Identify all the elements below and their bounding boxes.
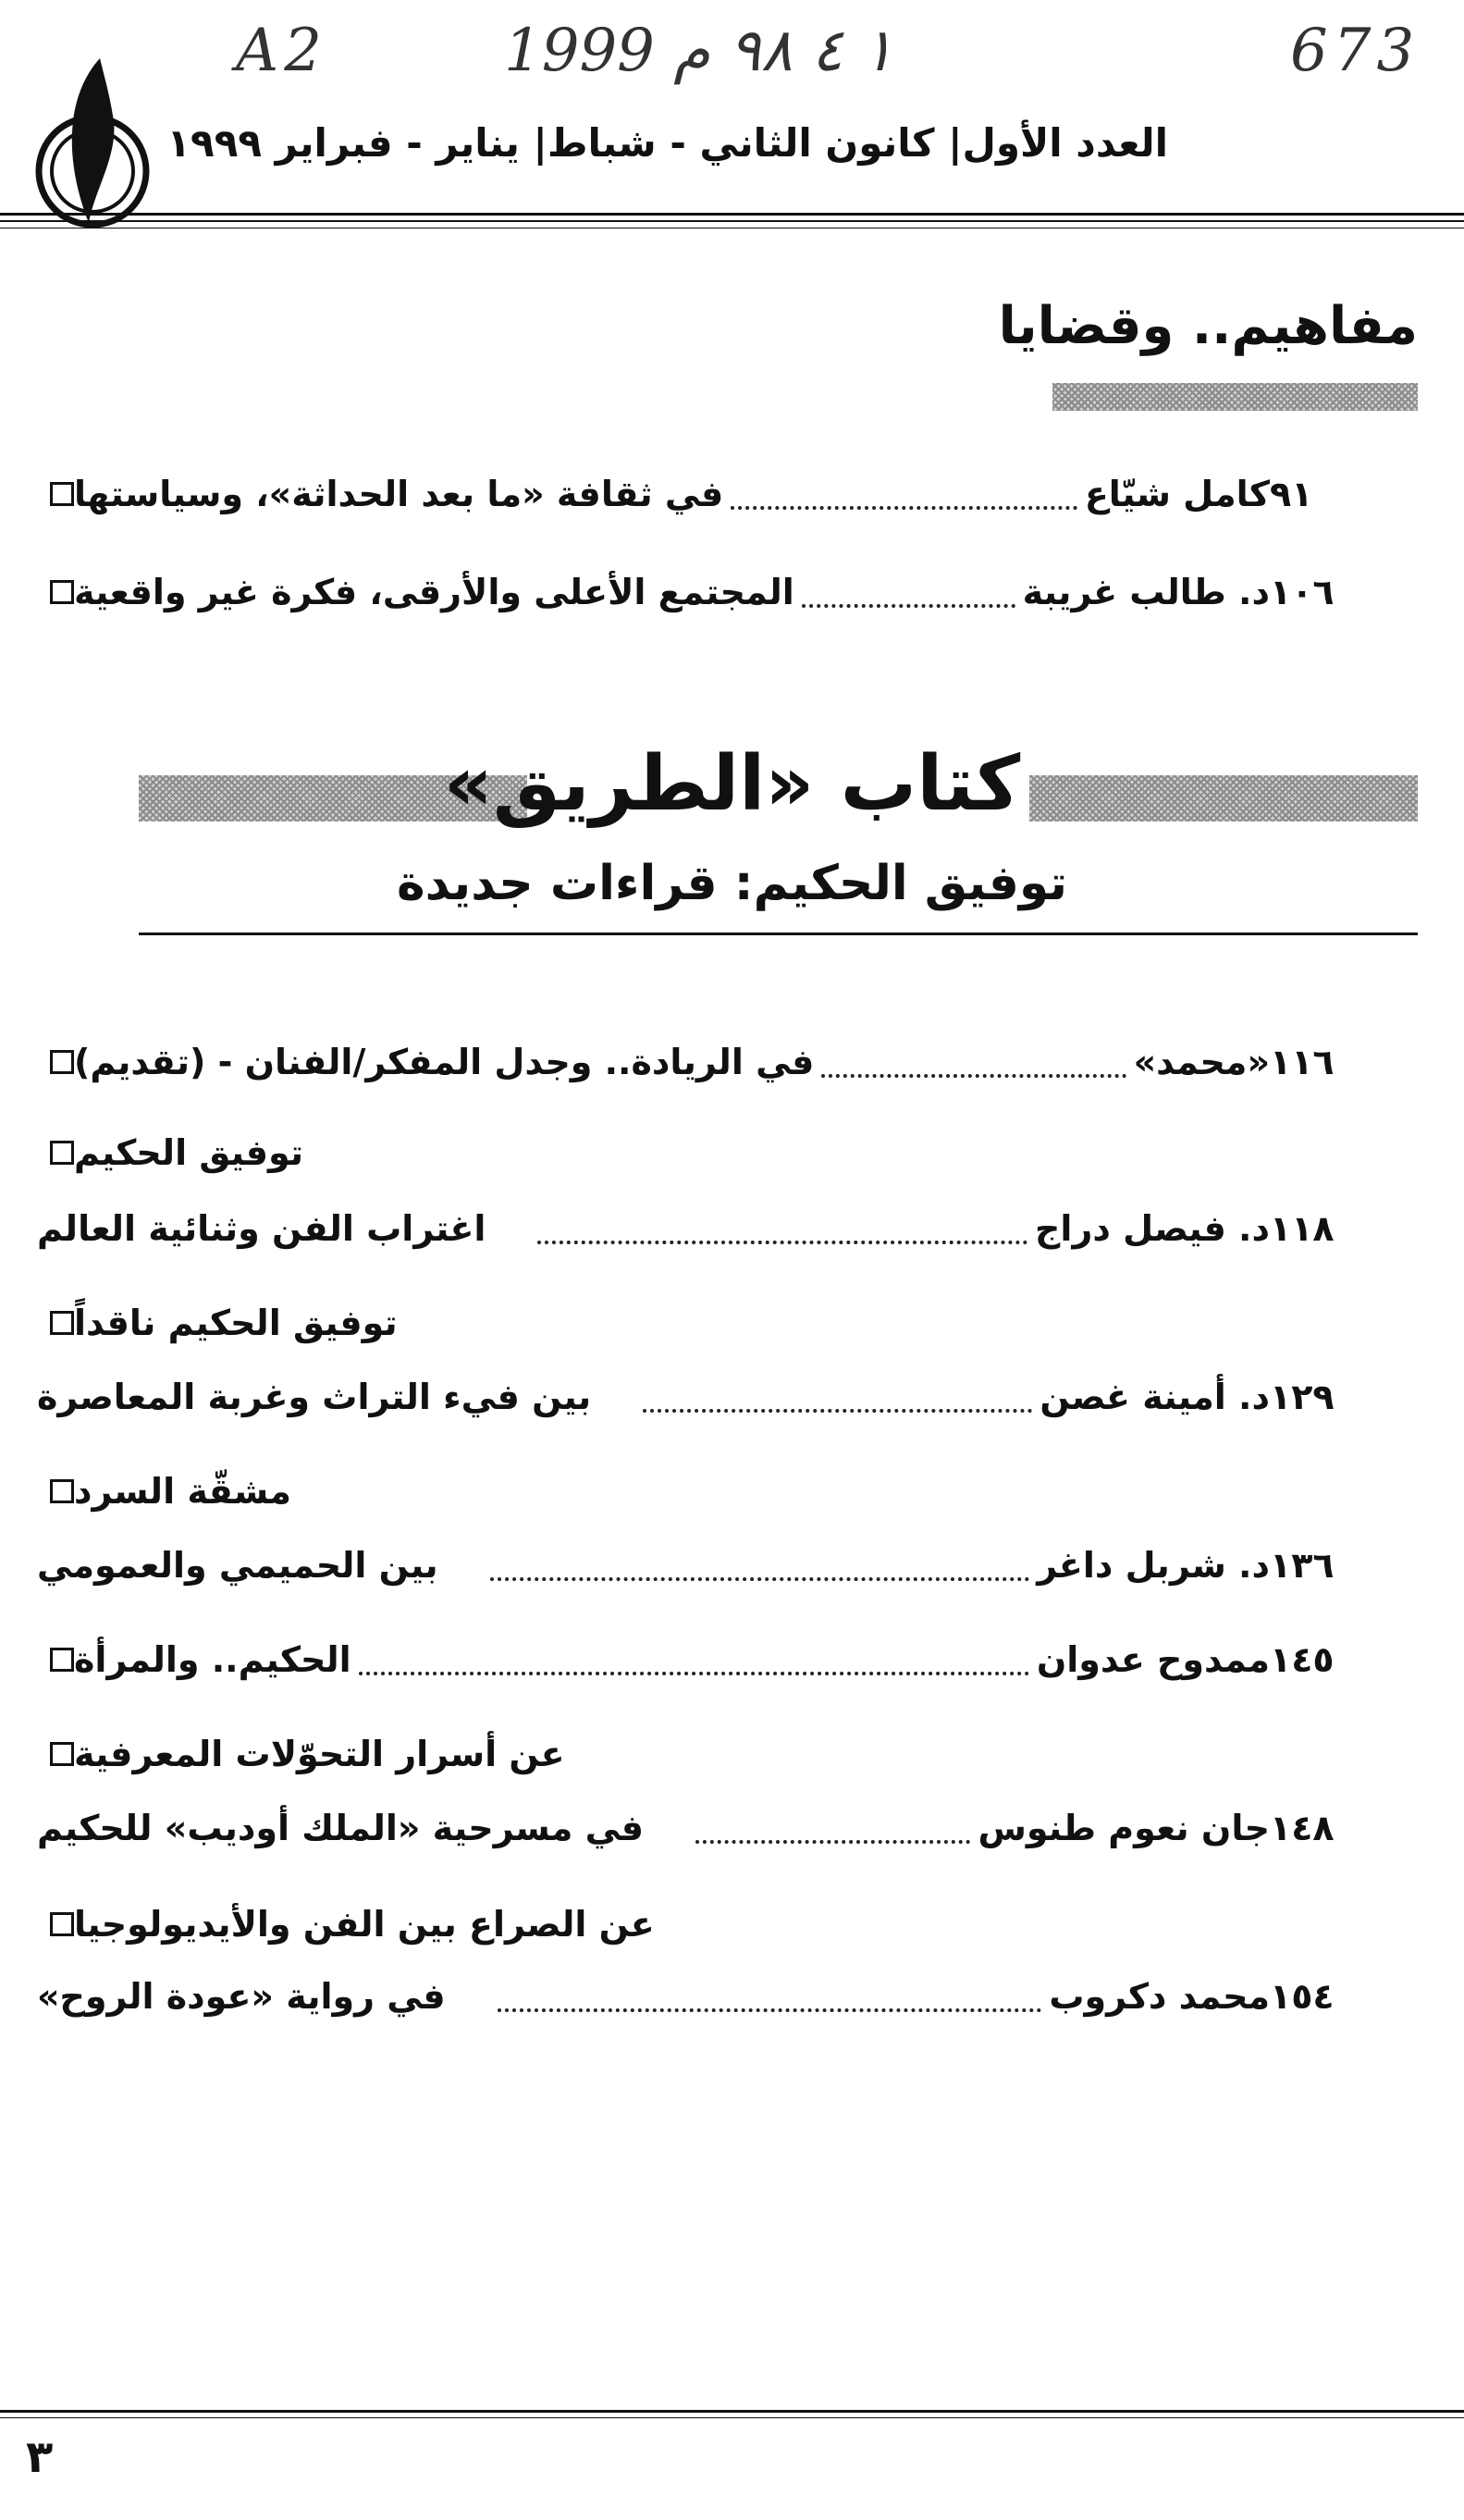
checkbox-icon — [50, 1479, 74, 1503]
toc-heading — [37, 1898, 1418, 1950]
entry-title: بين فيء التراث وغربة المعاصرة — [37, 1377, 592, 1417]
entry-title: عن أسرار التحوّلات المعرفية — [74, 1734, 565, 1774]
entry-title: توفيق الحكيم ناقداً — [74, 1303, 398, 1343]
dot-leader — [731, 493, 1077, 510]
toc-heading — [37, 1127, 1418, 1179]
toc-entry — [37, 468, 1418, 520]
checkbox-icon — [50, 1648, 74, 1672]
entry-page: ١٤٨ — [1270, 1808, 1335, 1848]
footer-rule — [0, 2410, 1464, 2413]
toc-entry — [37, 1036, 1418, 1088]
entry-author: جان نعوم طنوس — [978, 1808, 1270, 1848]
handwritten-number: 673 — [1290, 17, 1421, 85]
dot-leader — [643, 1396, 1032, 1413]
header-rule — [0, 228, 1464, 229]
entry-title: في الريادة.. وجدل المفكر/الفنان - (تقديم) — [74, 1042, 815, 1082]
entry-author: د. فيصل دراج — [1035, 1208, 1270, 1249]
entry-page: ١٣٦ — [1270, 1545, 1335, 1586]
toc-heading — [37, 1465, 1418, 1517]
entry-page: ١٠٦ — [1270, 572, 1335, 612]
entry-title: مشقّة السرد — [74, 1471, 291, 1512]
dot-leader — [695, 1827, 970, 1844]
entry-author: «محمد» — [1133, 1042, 1270, 1082]
leaf-logo-icon — [28, 51, 157, 245]
entry-page: ١١٨ — [1270, 1208, 1335, 1249]
header-rule — [0, 213, 1464, 216]
entry-title: الحكيم.. والمرأة — [74, 1639, 351, 1680]
toc-heading — [37, 1728, 1418, 1780]
dot-leader — [802, 591, 1015, 608]
entry-author: كامل شيّاع — [1084, 474, 1270, 514]
checkbox-icon — [50, 1912, 74, 1936]
entry-title: بين الحميمي والعمومي — [37, 1545, 438, 1586]
checkbox-icon — [50, 482, 74, 506]
entry-page: ١٥٤ — [1270, 1976, 1335, 2017]
checkbox-icon — [50, 1141, 74, 1165]
entry-title: المجتمع الأعلى والأرقى، فكرة غير واقعية — [74, 572, 794, 612]
entry-page: ١٤٥ — [1270, 1639, 1335, 1680]
book-title: كتاب «الطريق» — [443, 740, 1021, 828]
toc-entry — [37, 1371, 1418, 1423]
entry-author: ممدوح عدوان — [1036, 1639, 1270, 1680]
entry-title: في مسرحية «الملك أوديب» للحكيم — [37, 1808, 645, 1848]
toc-entry — [37, 1970, 1418, 2022]
dot-leader — [498, 1995, 1042, 2012]
footer-rule — [0, 2417, 1464, 2418]
toc-entry — [37, 1634, 1418, 1686]
toc-entry — [37, 566, 1418, 618]
entry-title: عن الصراع بين الفن والأيديولوجيا — [74, 1904, 655, 1945]
checkbox-icon — [50, 1311, 74, 1335]
checkbox-icon — [50, 580, 74, 604]
toc-entry — [37, 1802, 1418, 1854]
entry-page: ١٢٩ — [1270, 1377, 1335, 1417]
checkbox-icon — [50, 1742, 74, 1766]
entry-title: في ثقافة «ما بعد الحداثة»، وسياستها — [74, 474, 724, 514]
entry-author: د. طالب غريبة — [1022, 572, 1270, 612]
dot-leader — [359, 1659, 1029, 1675]
entry-author: د. شربل داغر — [1037, 1545, 1270, 1586]
header-rule — [0, 220, 1464, 222]
handwritten-date: ١ ٤ ٩٨ م 1999 — [504, 17, 894, 85]
toc-heading — [37, 1297, 1418, 1349]
book-subtitle: توفيق الحكيم: قراءات جديدة — [396, 856, 1068, 911]
toc-entry — [37, 1539, 1418, 1591]
checkbox-icon — [50, 1050, 74, 1074]
section-title: مفاهيم.. وقضايا — [998, 296, 1418, 356]
dot-leader — [821, 1061, 1126, 1078]
issue-line: العدد الأول| كانون الثاني - شباط| يناير - فبراير ١٩٩٩ — [166, 120, 1168, 166]
entry-page: ٩١ — [1270, 474, 1313, 514]
toc-entry — [37, 1203, 1418, 1254]
page-number: ٣ — [26, 2431, 54, 2483]
dot-leader — [537, 1228, 1027, 1244]
section-title-bar — [1052, 383, 1418, 411]
entry-title: اغتراب الفن وثنائية العالم — [37, 1208, 486, 1249]
entry-title: في رواية «عودة الروح» — [37, 1976, 446, 2017]
entry-title: توفيق الحكيم — [74, 1132, 304, 1173]
dot-leader — [490, 1564, 1030, 1581]
subtitle-rule — [139, 933, 1418, 935]
entry-page: ١١٦ — [1270, 1042, 1335, 1082]
entry-author: محمد دكروب — [1049, 1976, 1270, 2017]
handwritten-code: A2 — [236, 17, 327, 85]
entry-author: د. أمينة غصن — [1040, 1377, 1270, 1417]
